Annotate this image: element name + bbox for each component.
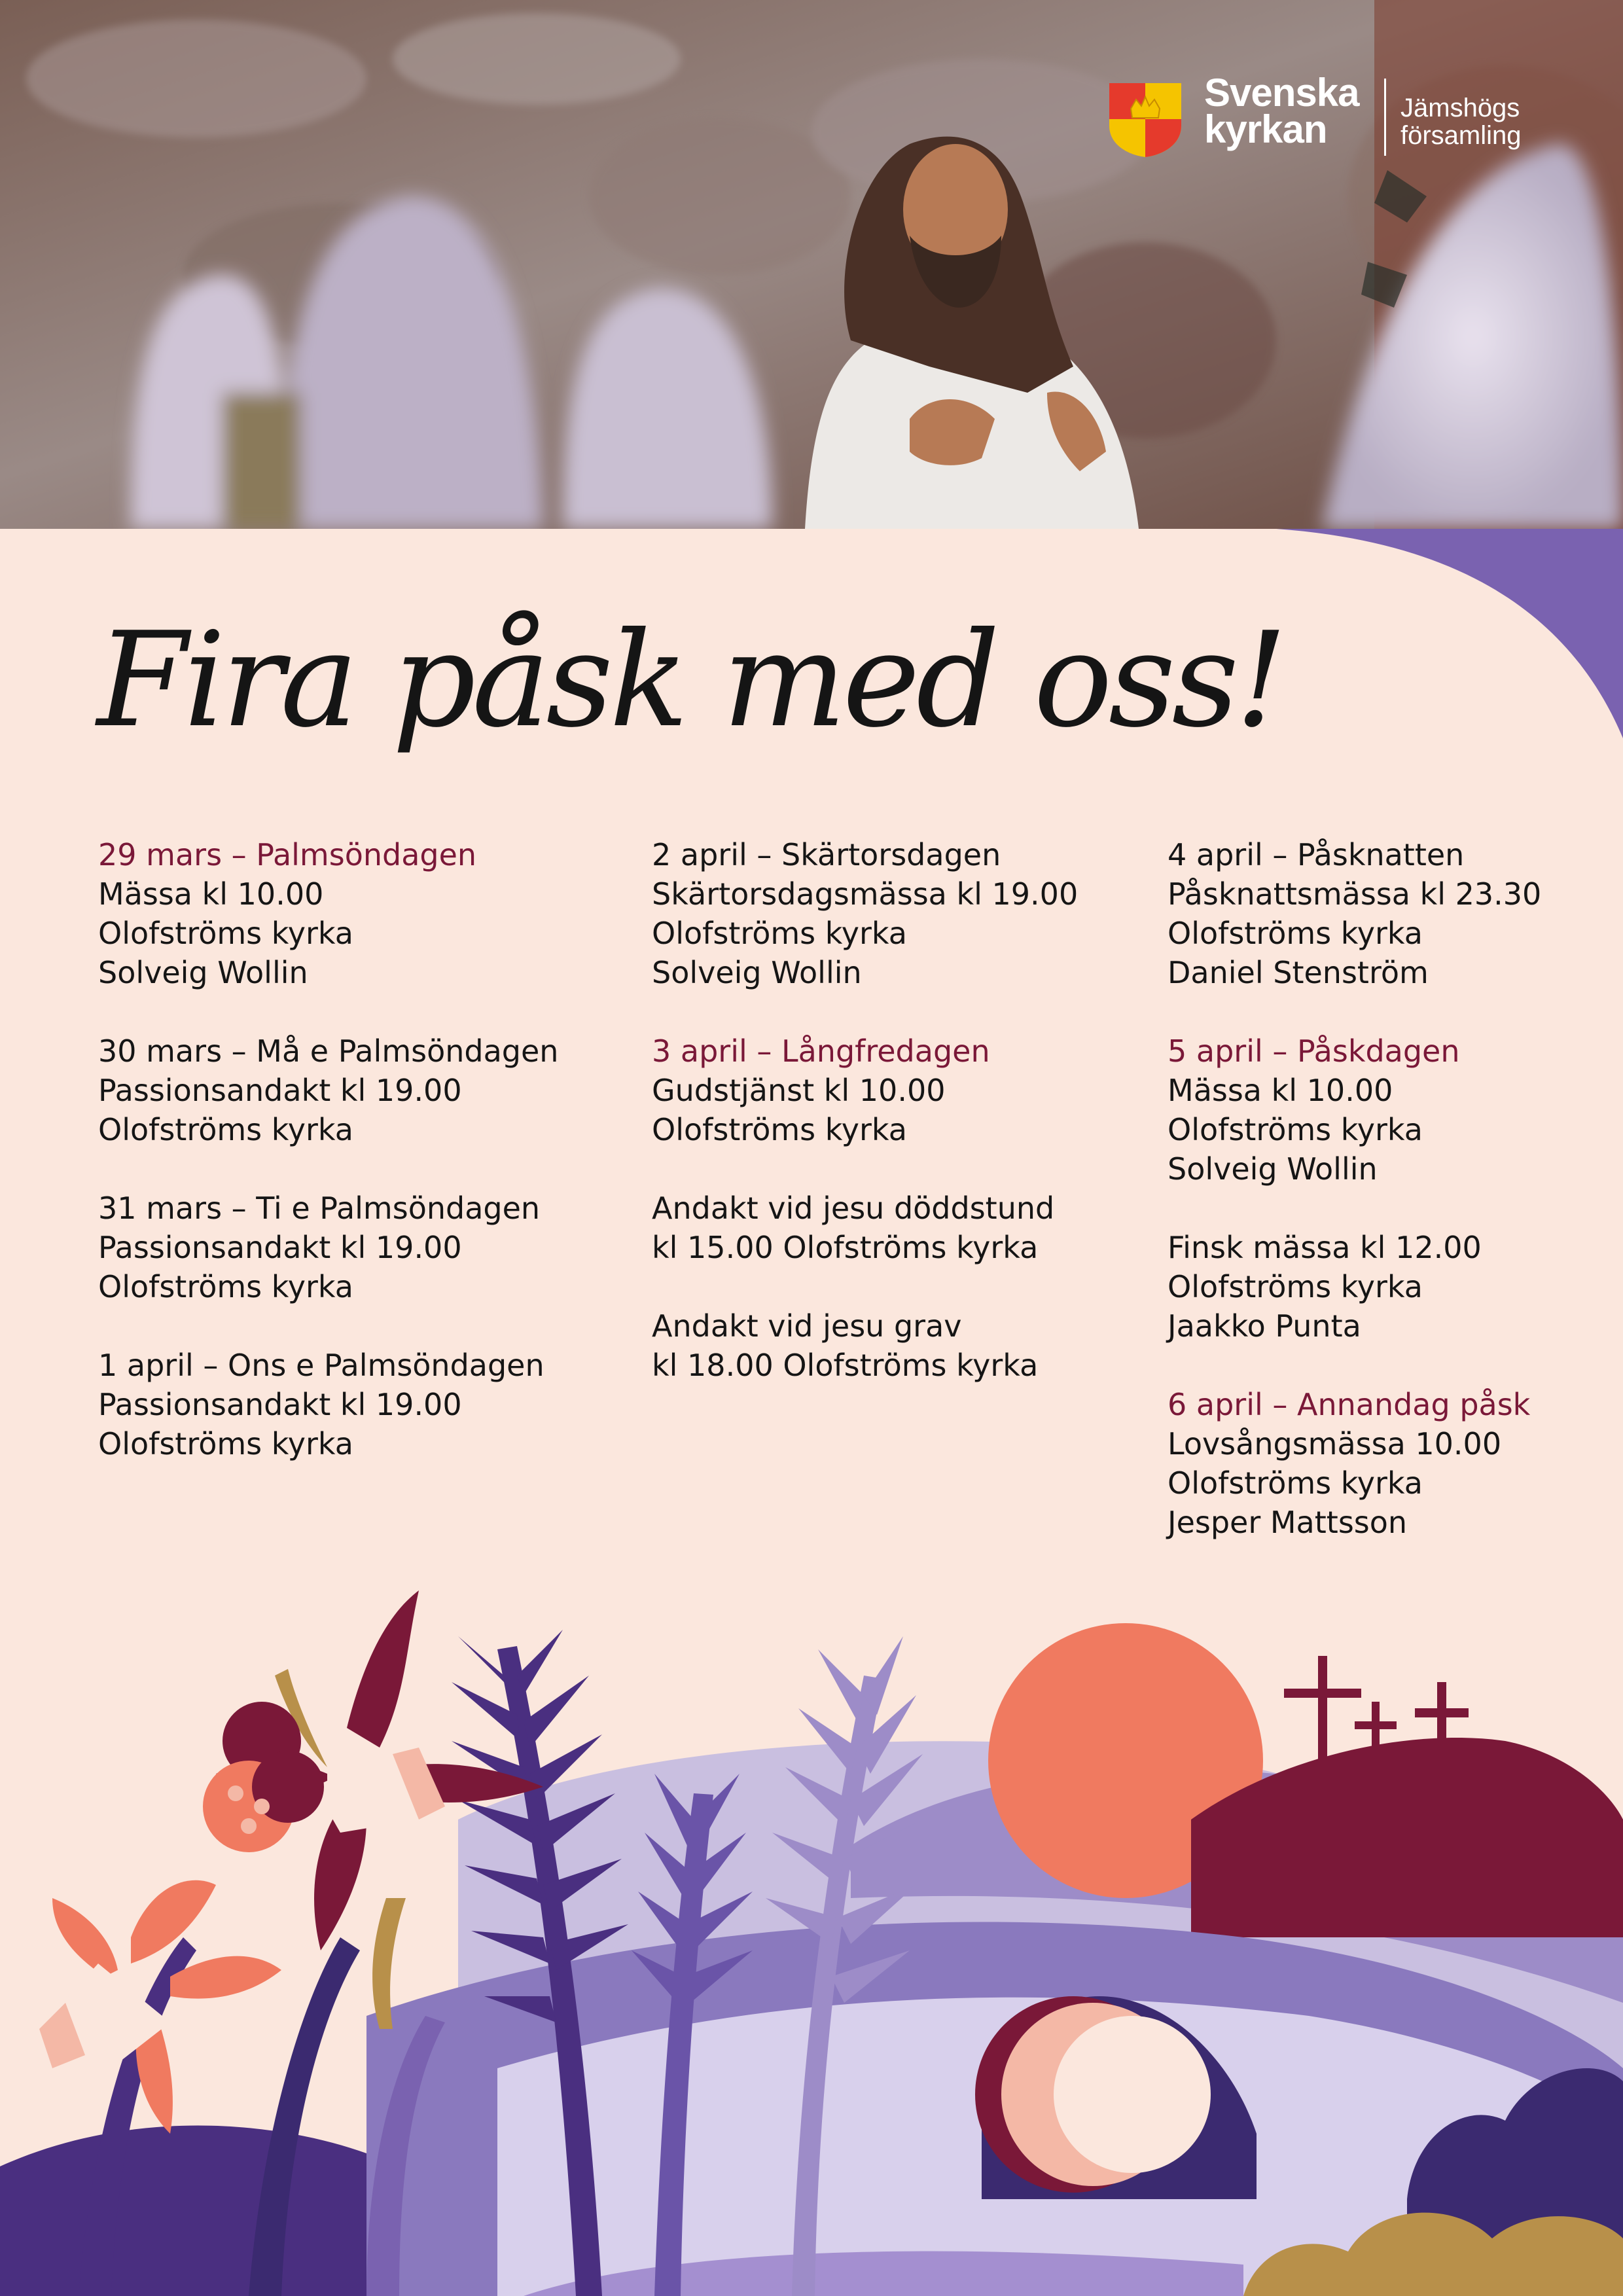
event-detail: Olofströms kyrka	[652, 916, 907, 951]
schedule-column-1	[98, 835, 596, 1503]
easter-illustration	[0, 1479, 1623, 2296]
event-detail: Påsknattsmässa kl 23.30	[1168, 876, 1542, 912]
event-heading: 30 mars – Må e Palmsöndagen	[98, 1033, 559, 1069]
event-detail: Olofströms kyrka	[652, 1112, 907, 1147]
event-heading: 6 april – Annandag påsk	[1168, 1387, 1531, 1422]
event-detail: Olofströms kyrka	[1168, 916, 1423, 951]
event-detail: Olofströms kyrka	[1168, 1269, 1423, 1304]
event-block	[652, 1031, 1149, 1149]
event-heading: 4 april – Påsknatten	[1168, 837, 1465, 872]
schedule-column-3	[1168, 835, 1623, 1581]
parish-line1: Jämshögs	[1400, 94, 1520, 122]
event-detail: Daniel Stenström	[1168, 955, 1429, 990]
event-detail: Lovsångsmässa 10.00	[1168, 1426, 1502, 1462]
event-detail: Skärtorsdagsmässa kl 19.00	[652, 876, 1079, 912]
brand-line1: Svenska	[1204, 71, 1359, 115]
event-detail: Olofströms kyrka	[98, 1426, 353, 1462]
event-detail: kl 18.00 Olofströms kyrka	[652, 1348, 1039, 1383]
event-heading: 2 april – Skärtorsdagen	[652, 837, 1001, 872]
event-heading: 29 mars – Palmsöndagen	[98, 837, 477, 872]
event-block	[1168, 1228, 1623, 1346]
event-block	[652, 835, 1149, 992]
event-detail: Mässa kl 10.00	[1168, 1073, 1393, 1108]
event-detail: Jesper Mattsson	[1168, 1505, 1408, 1540]
event-block	[1168, 1031, 1623, 1189]
event-detail: Finsk mässa kl 12.00	[1168, 1230, 1482, 1265]
event-detail: Olofströms kyrka	[98, 1112, 353, 1147]
event-block	[98, 1346, 596, 1463]
event-detail: Passionsandakt kl 19.00	[98, 1230, 462, 1265]
event-block	[98, 1031, 596, 1149]
event-block	[1168, 835, 1623, 992]
event-block	[98, 1189, 596, 1306]
event-detail: Olofströms kyrka	[98, 916, 353, 951]
event-heading: 1 april – Ons e Palmsöndagen	[98, 1348, 544, 1383]
event-block	[98, 835, 596, 992]
event-detail: Solveig Wollin	[1168, 1151, 1378, 1187]
event-detail: kl 15.00 Olofströms kyrka	[652, 1230, 1039, 1265]
church-shield-icon	[1106, 80, 1185, 158]
event-detail: Olofströms kyrka	[1168, 1112, 1423, 1147]
event-heading: 3 april – Långfredagen	[652, 1033, 990, 1069]
event-detail: Jaakko Punta	[1168, 1308, 1361, 1344]
event-detail: Andakt vid jesu grav	[652, 1308, 962, 1344]
page-title: Fira påsk med oss!	[97, 604, 1284, 757]
event-block	[652, 1306, 1149, 1385]
event-detail: Gudstjänst kl 10.00	[652, 1073, 946, 1108]
event-detail: Mässa kl 10.00	[98, 876, 324, 912]
event-block	[652, 1189, 1149, 1267]
schedule-column-2	[652, 835, 1149, 1424]
brand-line2: kyrkan	[1204, 107, 1327, 151]
event-heading: 31 mars – Ti e Palmsöndagen	[98, 1191, 541, 1226]
event-detail: Andakt vid jesu döddstund	[652, 1191, 1055, 1226]
brand-name	[1204, 71, 1359, 151]
hill-left	[0, 2126, 366, 2296]
svenska-kyrkan-logo	[1106, 73, 1538, 165]
logo-divider	[1384, 79, 1386, 156]
event-detail: Passionsandakt kl 19.00	[98, 1387, 462, 1422]
event-detail: Solveig Wollin	[652, 955, 862, 990]
event-detail: Olofströms kyrka	[1168, 1465, 1423, 1501]
event-heading: 5 april – Påskdagen	[1168, 1033, 1460, 1069]
event-detail: Solveig Wollin	[98, 955, 308, 990]
parish-line2: församling	[1400, 121, 1522, 150]
parish-name	[1400, 94, 1522, 149]
event-detail: Passionsandakt kl 19.00	[98, 1073, 462, 1108]
event-detail: Olofströms kyrka	[98, 1269, 353, 1304]
